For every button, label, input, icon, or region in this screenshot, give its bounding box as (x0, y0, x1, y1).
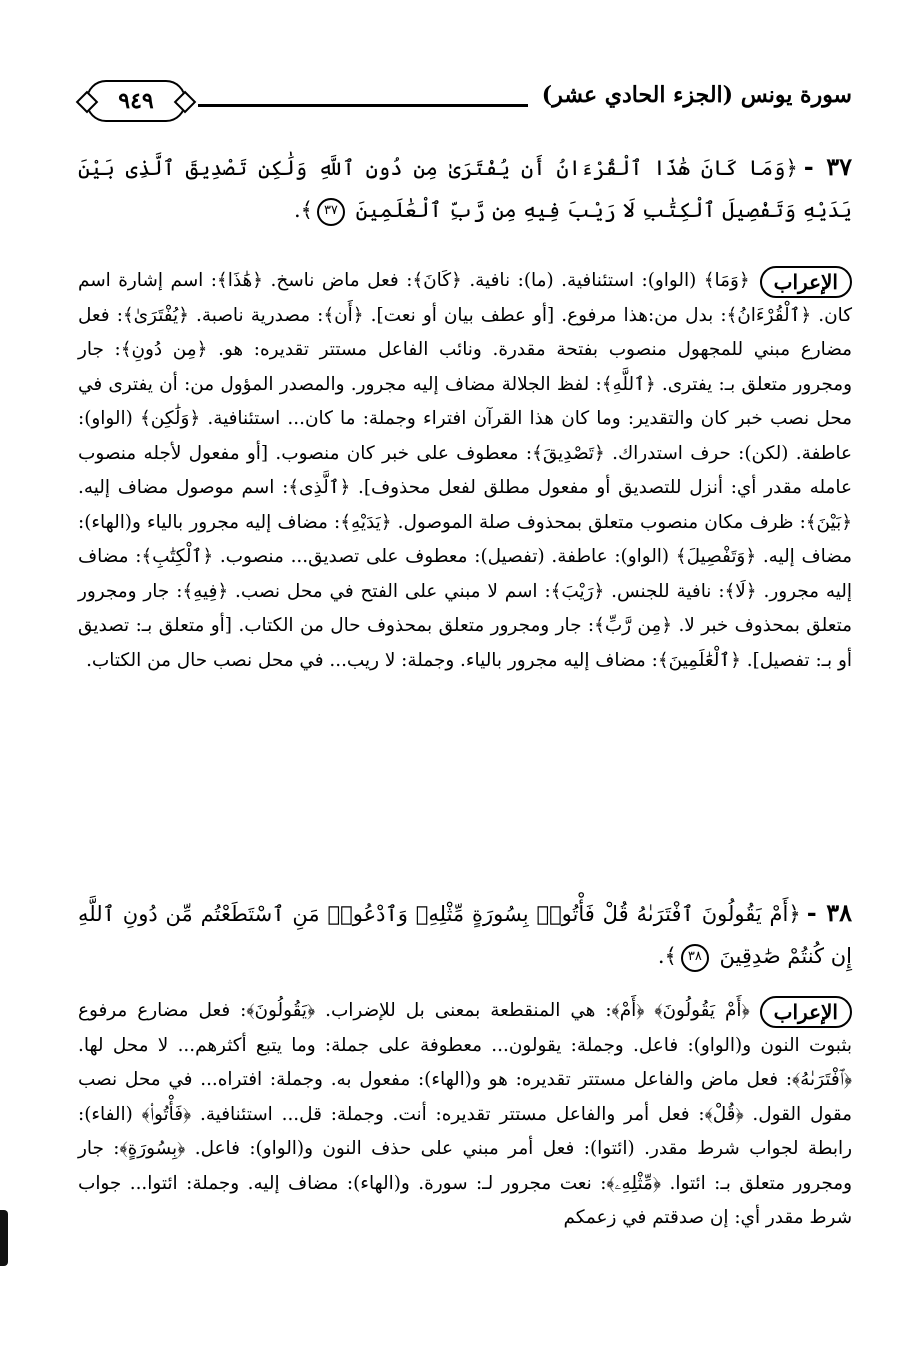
verse-text: ﴿أَمْ يَقُولُونَ ٱفْتَرَىٰهُ قُلْ فَأْتُوا۟ بِسُورَةٍ مِّثْلِهِۦ وَٱدْعُوا۟ مَنِ ٱسْتَطَعْتُم مِّن دُونِ ٱللَّهِ إِن كُنتُمْ صَٰدِقِينَ (78, 902, 852, 968)
verse-end-mark: ٣٧ (317, 198, 345, 226)
verse-closing: ﴾. (657, 944, 677, 968)
page-header (78, 76, 852, 122)
irab-label: الإعراب (760, 996, 852, 1028)
verse-number: ٣٧ - (803, 152, 852, 181)
page-number: ٩٤٩ (86, 80, 186, 122)
verse-number: ٣٨ - (806, 898, 852, 927)
binding-edge (0, 1210, 8, 1266)
irab-37 (78, 264, 852, 678)
verse-end-mark: ٣٨ (681, 944, 709, 972)
irab-38 (78, 994, 852, 1236)
verse-37 (78, 146, 852, 231)
running-title: سورة يونس (الجزء الحادي عشر) (541, 82, 852, 108)
verse-closing: ﴾. (293, 198, 313, 222)
header-rule (198, 104, 528, 107)
irab-text: ﴿أَمْ يَقُولُونَ﴾ ﴿أَمْ﴾: هي المنقطعة بمعنى بل للإضراب. ﴿يَقُولُونَ﴾: فعل مضارع مرفوع بثبوت النون و(الواو): فاعل. وجملة: يقولون... معطوفة على جملة: وما يتبع أكثرهم... لا محل لها. ﴿ٱفْتَرَىٰهُ﴾: فعل ماض والفاعل مستتر تقديره: هو و(الهاء): مفعول به. وجملة: افتراه... في محل نصب مقول القول. ﴿قُلْ﴾: فعل أمر والفاعل مستتر تقديره: أنت. وجملة: قل... استئنافية. ﴿فَأْتُوا۟﴾ (الفاء): رابطة لجواب شرط مقدر. (ائتوا): فعل أمر مبني على حذف النون و(الواو): فاعل. ﴿بِسُورَةٍ﴾: جار ومجرور متعلق بـ: ائتوا. ﴿مِّثْلِهِۦ﴾: نعت مجرور لـ: سورة. و(الهاء): مضاف إليه. وجملة: ائتوا... جواب شرط مقدر أي: إن صدقتم في زعمكم (78, 1000, 852, 1228)
irab-text: ﴿وَمَا﴾ (الواو): استئنافية. (ما): نافية. ﴿كَانَ﴾: فعل ماض ناسخ. ﴿هَٰذَا﴾: اسم إشارة اسم كان. ﴿ٱلْقُرْءَانُ﴾: بدل من:هذا مرفوع. [أو عطف بيان أو نعت]. ﴿أَن﴾: مصدرية ناصبة. ﴿يُفْتَرَىٰ﴾: فعل مضارع مبني للمجهول منصوب بفتحة مقدرة. ونائب الفاعل مستتر تقديره: هو. ﴿مِن دُونِ﴾: جار ومجرور متعلق بـ: يفترى. ﴿ٱللَّهِ﴾: لفظ الجلالة مضاف إليه مجرور. والمصدر المؤول من: أن يفترى في محل نصب خبر كان والتقدير: وما كان هذا القرآن افتراء وجملة: ما كان... استئنافية. ﴿وَلَٰكِن﴾ (الواو): عاطفة. (لكن): حرف استدراك. ﴿تَصْدِيقَ﴾: معطوف على خبر كان منصوب. [أو مفعول لأجله منصوب عامله مقدر أي: أنزل للتصديق أو مفعول مطلق لفعل محذوف]. ﴿ٱلَّذِى﴾: اسم موصول مضاف إليه. ﴿بَيْنَ﴾: ظرف مكان منصوب متعلق بمحذوف صلة الموصول. ﴿يَدَيْهِ﴾: مضاف إليه مجرور بالياء و(الهاء): مضاف إليه. ﴿وَتَفْصِيلَ﴾ (الواو): عاطفة. (تفصيل): معطوف على تصديق... منصوب. ﴿ٱلْكِتَٰبِ﴾: مضاف إليه مجرور. ﴿لَا﴾: نافية للجنس. ﴿رَيْبَ﴾: اسم لا مبني على الفتح في محل نصب. ﴿فِيهِ﴾: جار ومجرور متعلق بمحذوف خبر لا. ﴿مِن رَّبِّ﴾: جار ومجرور متعلق بمحذوف حال من الكتاب. [أو متعلق بـ: تصديق أو بـ: تفصيل]. ﴿ٱلْعَٰلَمِينَ﴾: مضاف إليه مجرور بالياء. وجملة: لا ريب... في محل نصب حال من الكتاب. (78, 270, 852, 671)
verse-38 (78, 892, 852, 977)
irab-label: الإعراب (760, 266, 852, 298)
verse-text: ﴿وَمَا كَانَ هَٰذَا ٱلْقُرْءَانُ أَن يُفْتَرَىٰ مِن دُونِ ٱللَّهِ وَلَٰكِن تَصْدِيقَ ٱلَّذِى بَيْنَ يَدَيْهِ وَتَفْصِيلَ ٱلْكِتَٰبِ لَا رَيْبَ فِيهِ مِن رَّبِّ ٱلْعَٰلَمِينَ (78, 156, 852, 222)
